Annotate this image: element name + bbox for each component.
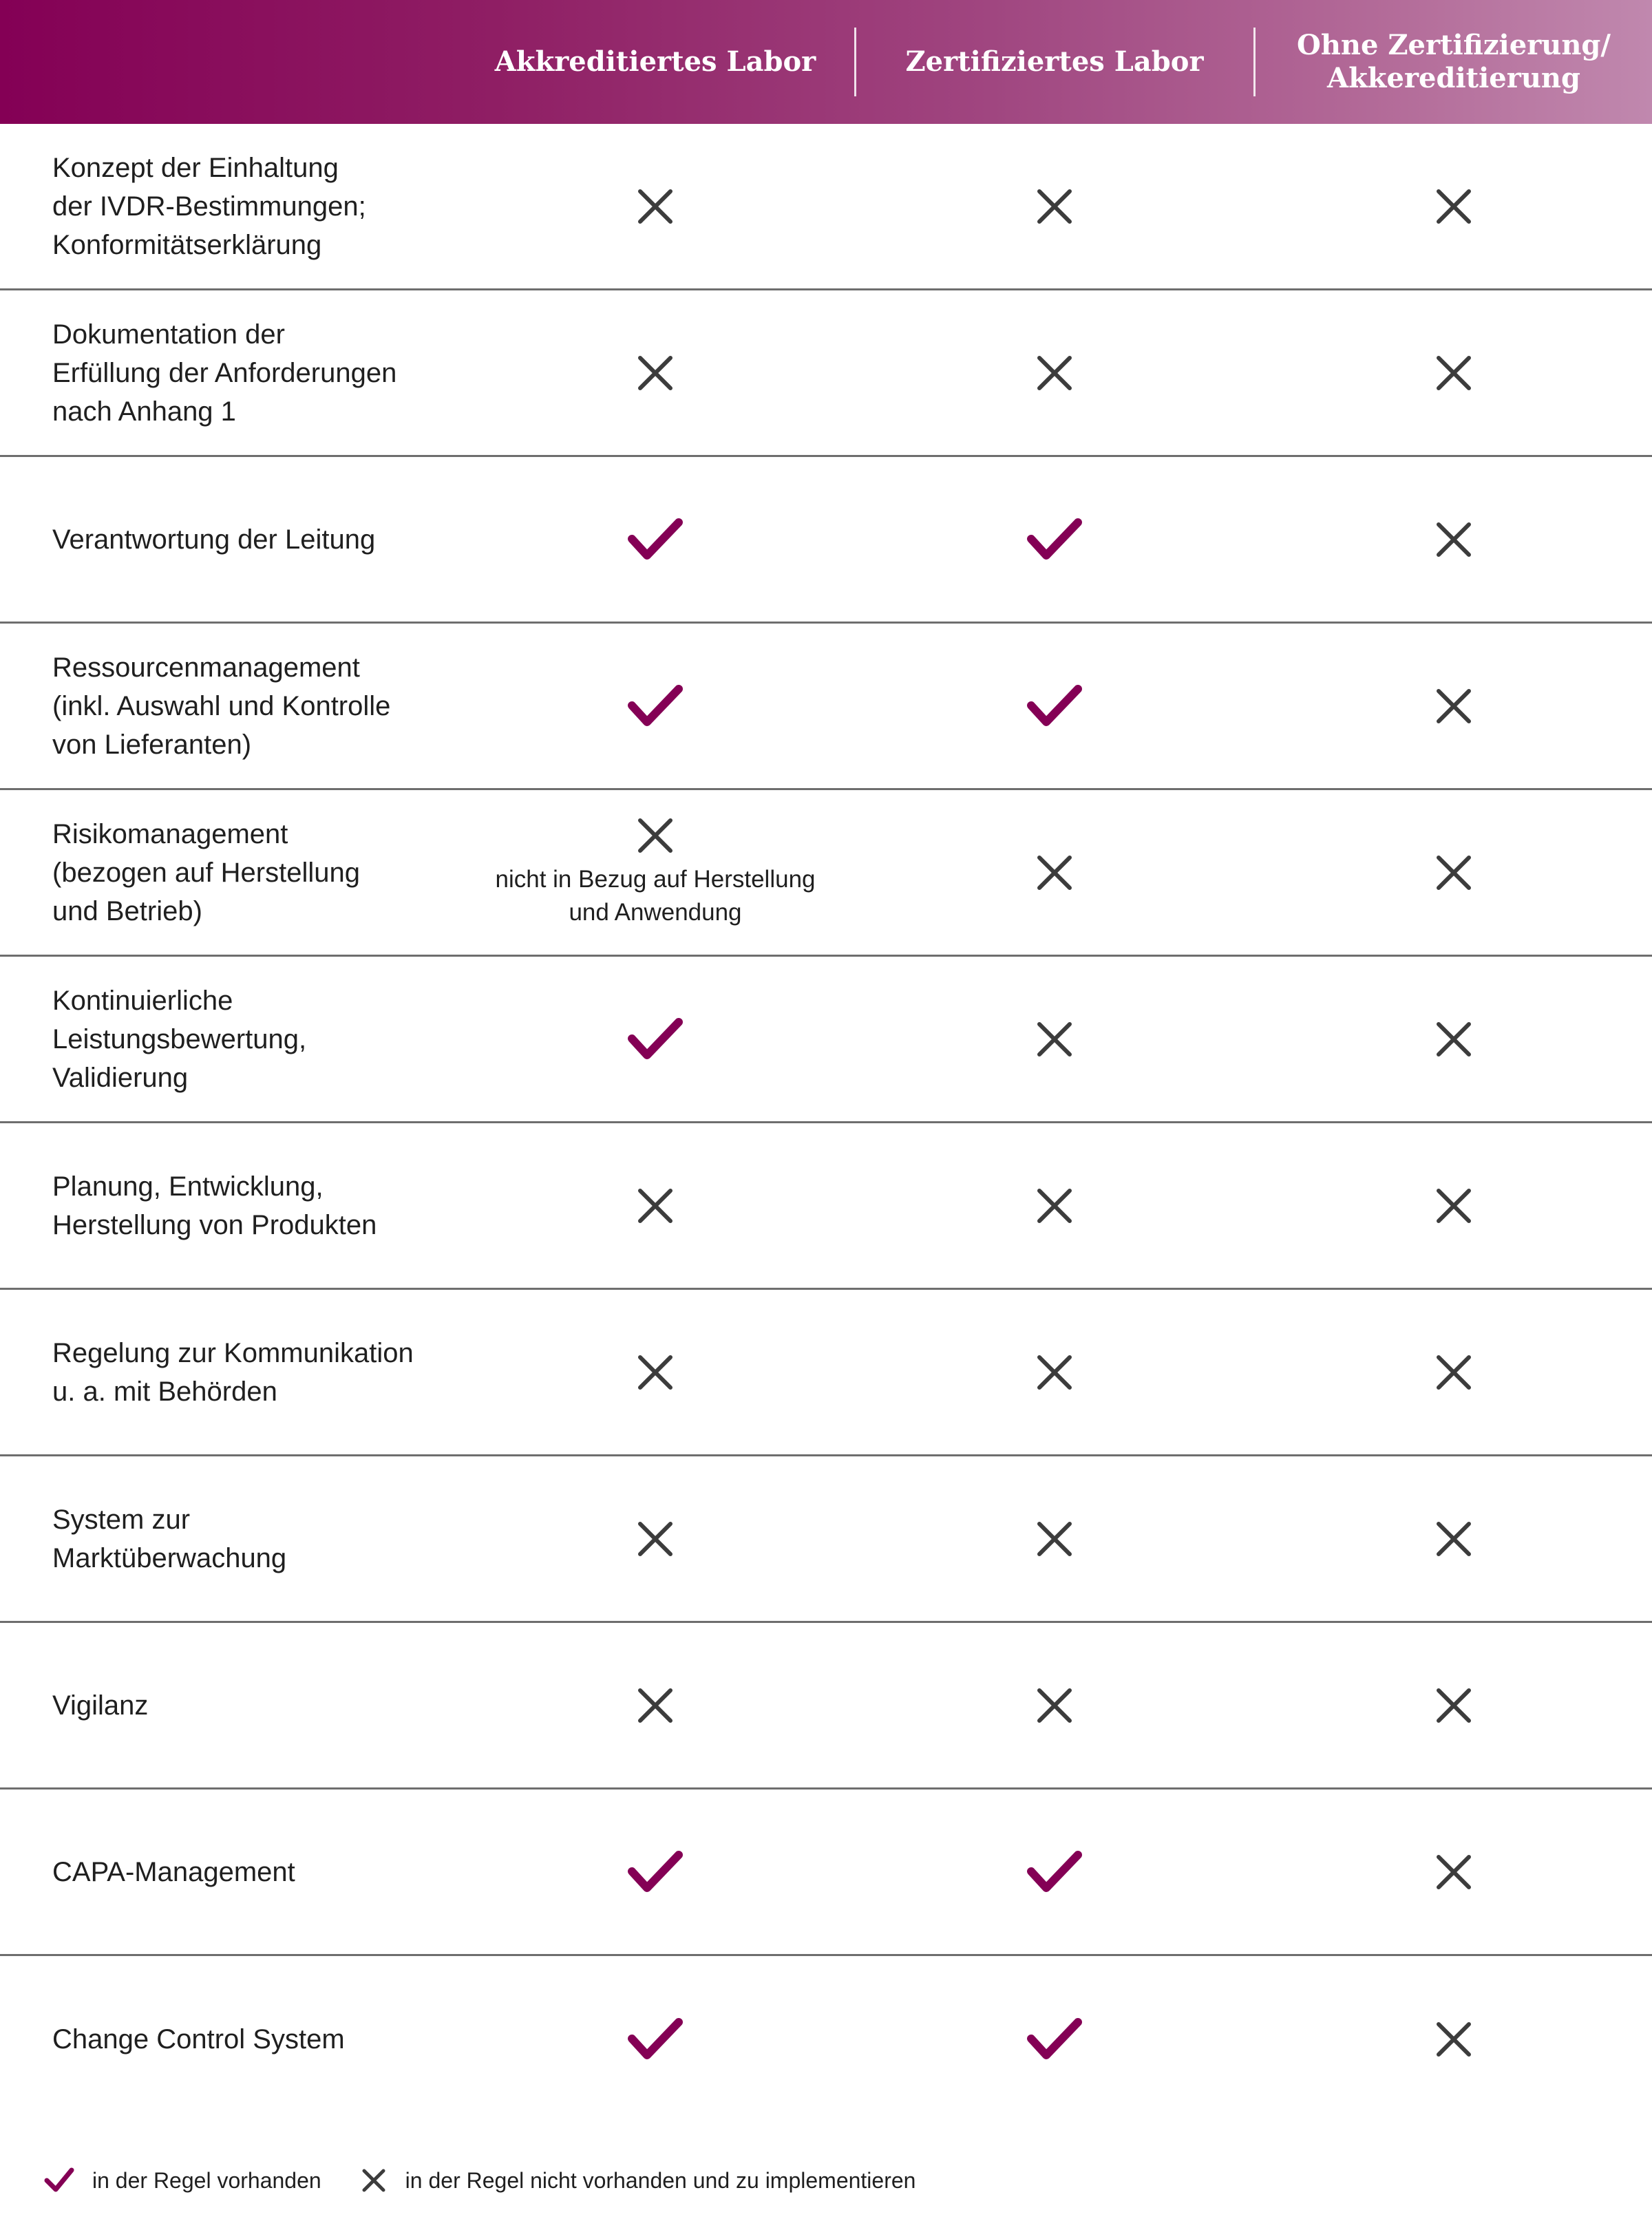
cross-icon <box>636 816 675 855</box>
table-cell <box>456 1456 855 1621</box>
table-cell <box>855 624 1254 788</box>
table-cell <box>855 1123 1254 1288</box>
cross-icon <box>1434 1187 1473 1225</box>
row-label: CAPA-Management <box>52 1856 295 1887</box>
check-icon <box>626 682 684 730</box>
table-cell <box>855 290 1254 455</box>
table-row <box>0 1456 1652 1623</box>
table-cell <box>855 1623 1254 1787</box>
cross-icon <box>1434 1853 1473 1891</box>
cross-icon <box>1035 1686 1074 1725</box>
table-cell <box>855 957 1254 1121</box>
table-cell <box>456 790 855 955</box>
cross-icon <box>1035 853 1074 892</box>
column-header-zertifiziert: Zertifiziertes Labor <box>905 45 1204 78</box>
check-icon <box>626 2015 684 2063</box>
cross-icon <box>1035 187 1074 226</box>
cross-icon <box>1035 1520 1074 1558</box>
cross-icon <box>360 2167 388 2194</box>
check-icon <box>1026 682 1083 730</box>
cross-icon <box>1434 1020 1473 1059</box>
cross-icon <box>1035 354 1074 392</box>
check-icon <box>626 516 684 564</box>
table-cell <box>1254 1790 1652 1954</box>
cross-icon <box>1434 354 1473 392</box>
legend-item-cross <box>360 2167 916 2194</box>
row-label: Ressourcenmanagement (inkl. Auswahl und Kontrolle von Lieferanten) <box>52 652 391 760</box>
cross-icon <box>1434 687 1473 725</box>
table-cell <box>855 1956 1254 2123</box>
table-cell <box>456 1123 855 1288</box>
table-cell <box>456 290 855 455</box>
table-cell <box>1254 790 1652 955</box>
table-cell <box>1254 957 1652 1121</box>
table-cell <box>456 1956 855 2123</box>
table-cell <box>855 457 1254 622</box>
cell-note: nicht in Bezug auf Herstellung und Anwendung <box>495 865 816 926</box>
row-label: System zur Marktüberwachung <box>52 1504 287 1573</box>
table-row <box>0 957 1652 1123</box>
table-header <box>0 0 1652 124</box>
table-cell <box>456 1790 855 1954</box>
table-cell <box>456 1290 855 1454</box>
table-cell <box>1254 290 1652 455</box>
cross-icon <box>636 1686 675 1725</box>
cross-icon <box>1434 520 1473 559</box>
cross-icon <box>1035 1020 1074 1059</box>
legend-check-label: in der Regel vorhanden <box>92 2167 321 2193</box>
row-label: Konzept der Einhaltung der IVDR-Bestimmungen; Konformitätserklärung <box>52 152 366 260</box>
cross-icon <box>1035 1187 1074 1225</box>
row-label: Vigilanz <box>52 1690 149 1721</box>
table-row <box>0 290 1652 457</box>
cross-icon <box>636 1520 675 1558</box>
table-cell <box>456 1623 855 1787</box>
table-row <box>0 1290 1652 1456</box>
check-icon <box>626 1015 684 1063</box>
table-cell <box>1254 1123 1652 1288</box>
table-cell <box>1254 124 1652 288</box>
table-cell <box>855 1456 1254 1621</box>
row-label: Regelung zur Kommunikation u. a. mit Behörden <box>52 1337 414 1407</box>
cross-icon <box>1434 853 1473 892</box>
check-icon <box>1026 516 1083 564</box>
table-cell <box>1254 457 1652 622</box>
cross-icon <box>1434 1520 1473 1558</box>
cross-icon <box>1035 1353 1074 1392</box>
table-row <box>0 457 1652 624</box>
table-cell <box>456 957 855 1121</box>
column-header-akkreditiert: Akkreditiertes Labor <box>494 45 816 78</box>
row-label: Verantwortung der Leitung <box>52 524 376 555</box>
table-cell <box>855 124 1254 288</box>
row-label: Kontinuierliche Leistungsbewertung, Validierung <box>52 985 307 1093</box>
cross-icon <box>636 1353 675 1392</box>
table-cell <box>456 624 855 788</box>
table-row <box>0 1123 1652 1290</box>
column-header-ohne: Ohne Zertifizierung/ Akkereditierung <box>1296 29 1611 94</box>
table-cell <box>855 1790 1254 1954</box>
row-label: Dokumentation der Erfüllung der Anforderungen nach Anhang 1 <box>52 319 397 427</box>
table-cell <box>1254 624 1652 788</box>
cross-icon <box>1434 187 1473 226</box>
table-row <box>0 790 1652 957</box>
cross-icon <box>636 354 675 392</box>
table-cell <box>1254 1956 1652 2123</box>
row-label: Risikomanagement (bezogen auf Herstellung und Betrieb) <box>52 818 360 926</box>
cross-icon <box>636 187 675 226</box>
table-cell <box>855 790 1254 955</box>
table-cell <box>1254 1290 1652 1454</box>
table-cell <box>456 124 855 288</box>
table-row <box>0 1956 1652 2123</box>
cross-icon <box>636 1187 675 1225</box>
legend <box>44 2161 954 2200</box>
cross-icon <box>1434 1686 1473 1725</box>
check-icon <box>1026 1848 1083 1896</box>
cross-icon <box>1434 2020 1473 2059</box>
row-label: Change Control System <box>52 2024 345 2054</box>
check-icon <box>1026 2015 1083 2063</box>
table-row <box>0 624 1652 790</box>
table-cell <box>1254 1456 1652 1621</box>
table-row <box>0 1790 1652 1956</box>
legend-item-check <box>44 2167 321 2194</box>
table-row <box>0 124 1652 290</box>
row-label: Planung, Entwicklung, Herstellung von Produkten <box>52 1171 377 1240</box>
table-cell <box>855 1290 1254 1454</box>
table-cell <box>456 457 855 622</box>
check-icon <box>44 2167 74 2194</box>
table-row <box>0 1623 1652 1790</box>
check-icon <box>626 1848 684 1896</box>
legend-cross-label: in der Regel nicht vorhanden und zu implementieren <box>405 2167 916 2193</box>
cross-icon <box>1434 1353 1473 1392</box>
table-cell <box>1254 1623 1652 1787</box>
